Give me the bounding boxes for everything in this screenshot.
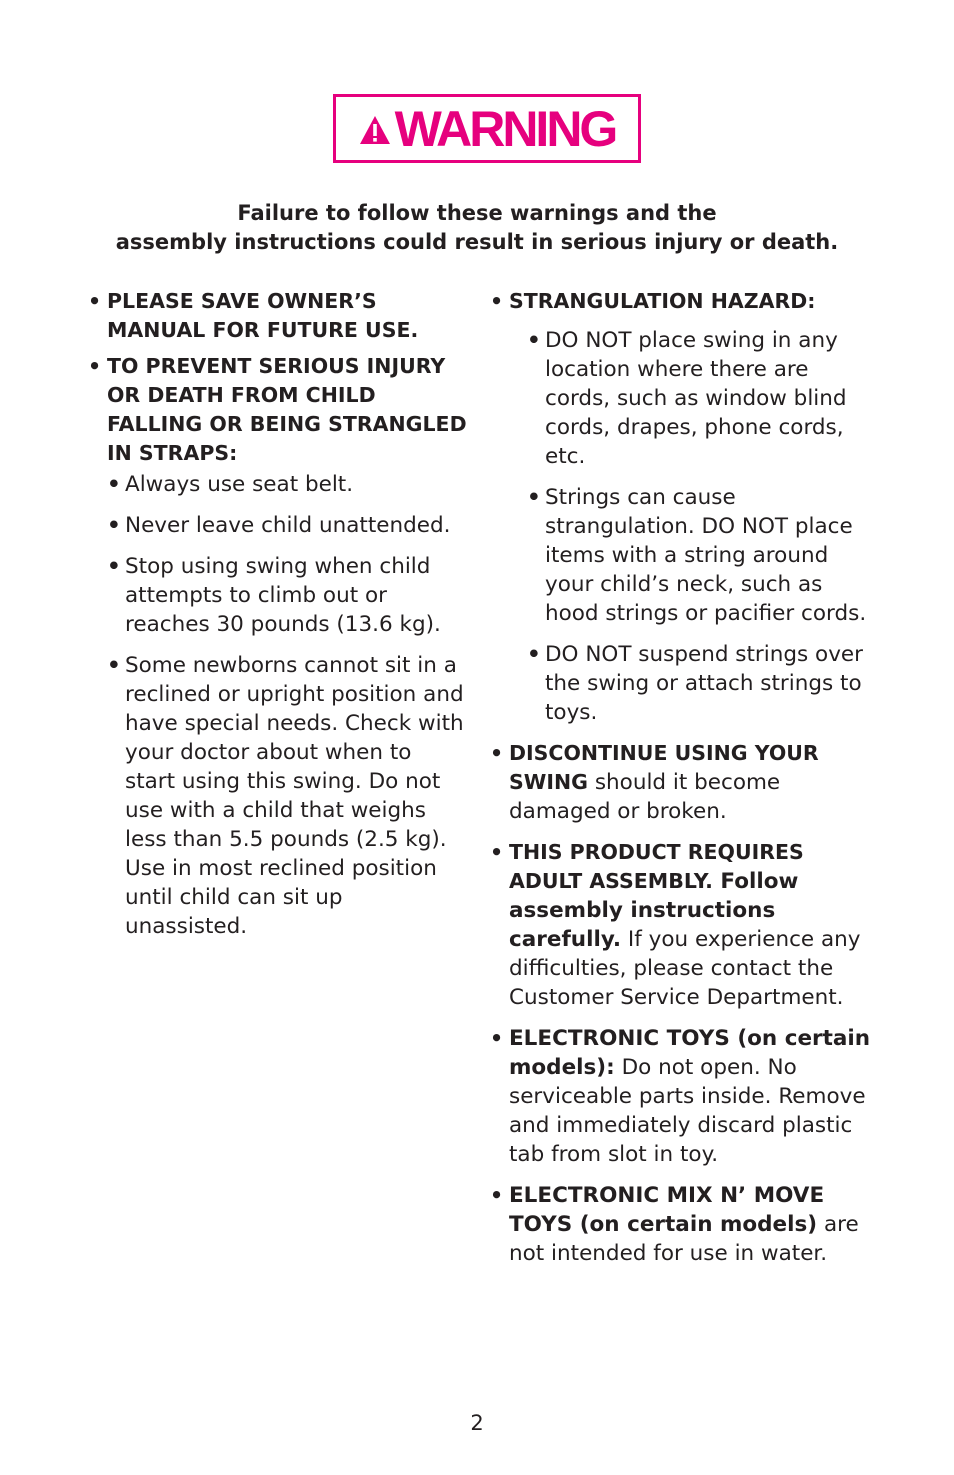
bullet: • — [490, 1183, 504, 1207]
bullet: • — [107, 653, 121, 678]
bullet: • — [527, 328, 541, 353]
discontinue-text: should it become damaged or broken. — [509, 770, 781, 824]
list-item-text: Stop using swing when child attempts to climb out or reaches 30 pounds (13.6 kg). — [125, 554, 441, 637]
list-item — [107, 470, 468, 499]
warning-banner — [333, 94, 641, 163]
discontinue-item — [490, 739, 874, 826]
bullet: • — [107, 472, 121, 497]
list-item — [107, 651, 468, 941]
list-item — [527, 326, 874, 471]
left-column — [88, 287, 468, 953]
adult-assembly-text: If you experience any difficulties, please contact the Customer Service Department. — [509, 927, 861, 1010]
list-item — [527, 483, 874, 628]
mix-move-toys-item — [490, 1181, 874, 1268]
bullet: • — [490, 741, 504, 765]
save-manual-item — [88, 287, 468, 345]
list-item — [107, 511, 468, 540]
adult-assembly-item — [490, 838, 874, 1012]
warning-banner-content — [359, 100, 616, 157]
warning-title: WARNING — [394, 100, 616, 157]
list-item-text: DO NOT place swing in any location where there are cords, such as window blind cords, drapes, phone cords, etc. — [545, 328, 847, 469]
prevent-injury-item — [88, 352, 468, 941]
mix-move-toys-text: are not intended for use in water. — [509, 1212, 859, 1266]
bullet: • — [527, 642, 541, 667]
bullet: • — [490, 840, 504, 864]
strangulation-sublist — [527, 326, 874, 727]
save-manual-text: PLEASE SAVE OWNER’S MANUAL FOR FUTURE USE. — [107, 289, 419, 342]
list-item-text: Some newborns cannot sit in a reclined or upright position and have special needs. Check with your doctor about when to start using this swing. Do not use with a child that weighs less than 5.5 pounds (2.5 kg). Use in most reclined position until child can sit up unassisted. — [125, 653, 464, 939]
strangulation-hazard-item — [490, 287, 874, 727]
strangulation-heading: STRANGULATION HAZARD: — [509, 289, 816, 313]
list-item-text: Always use seat belt. — [125, 472, 354, 497]
bullet: • — [490, 1026, 504, 1050]
prevent-injury-heading: TO PREVENT SERIOUS INJURY OR DEATH FROM CHILD FALLING OR BEING STRANGLED IN STRAPS: — [107, 354, 467, 465]
bullet: • — [527, 485, 541, 510]
bullet: • — [490, 289, 504, 313]
list-item-text: Never leave child unattended. — [125, 513, 451, 538]
list-item — [527, 640, 874, 727]
intro-line-2: assembly instructions could result in serious injury or death. — [115, 230, 839, 254]
adult-assembly-caps: THIS PRODUCT REQUIRES ADULT ASSEMBLY. — [509, 840, 804, 893]
adult-assembly-bold: Follow assembly instructions carefully. — [509, 869, 799, 952]
warning-triangle-icon — [359, 115, 391, 145]
right-column — [490, 287, 874, 1275]
intro-statement — [0, 199, 954, 257]
discontinue-bold: DISCONTINUE USING YOUR SWING — [509, 741, 819, 794]
page-number: 2 — [470, 1411, 484, 1435]
bullet: • — [88, 354, 102, 378]
electronic-toys-bold: ELECTRONIC TOYS (on certain models): — [509, 1026, 871, 1080]
bullet: • — [107, 513, 121, 538]
bullet: • — [107, 554, 121, 579]
list-item-text: Strings can cause strangulation. DO NOT place items with a string around your child’s neck, such as hood strings or pacifier cords. — [545, 485, 867, 626]
list-item — [107, 552, 468, 639]
prevent-injury-sublist — [107, 470, 468, 941]
electronic-toys-text: Do not open. No serviceable parts inside. Remove and immediately discard plastic tab from slot in toy. — [509, 1055, 866, 1167]
mix-move-toys-bold: ELECTRONIC MIX N’ MOVE TOYS (on certain models) — [509, 1183, 825, 1237]
intro-line-1: Failure to follow these warnings and the — [237, 201, 717, 225]
bullet: • — [88, 289, 102, 313]
list-item-text: DO NOT suspend strings over the swing or attach strings to toys. — [545, 642, 863, 725]
electronic-toys-item — [490, 1024, 874, 1169]
